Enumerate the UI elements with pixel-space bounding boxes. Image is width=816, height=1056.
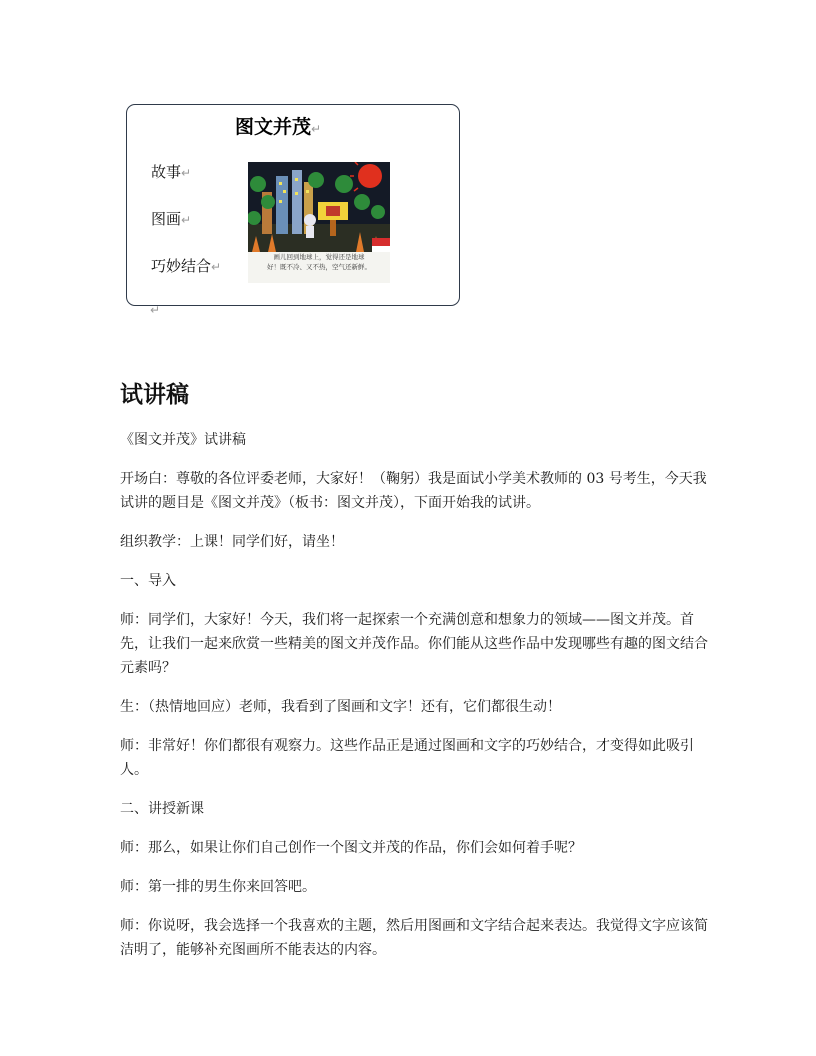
paragraph-mark: ↵ [211,260,222,274]
paragraph: 师：同学们，大家好！今天，我们将一起探索一个充满创意和想象力的领域——图文并茂。首先，让我们一起来欣赏一些精美的图文并茂作品。你们能从这些作品中发现哪些有趣的图文结合元素吗？ [120,612,708,676]
document-heading: 试讲稿 [120,382,189,408]
paragraph: 组织教学：上课！同学们好，请坐！ [120,534,344,550]
paragraph: 开场白：尊敬的各位评委老师，大家好！（鞠躬）我是面试小学美术教师的 03 号考生，今天我试讲的题目是《图文并茂》（板书：图文并茂），下面开始我的试讲。 [120,471,707,511]
children-artwork-image [248,162,390,283]
board-item-drawing: 图画↵ [151,210,192,228]
paragraph-mark: ↵ [150,303,161,317]
paragraph-mark: ↵ [311,122,322,136]
board-item-combination: 巧妙结合↵ [151,257,222,275]
paragraph: 二、讲授新课 [120,801,204,817]
blackboard-design-box [126,104,460,306]
paragraph: 师：非常好！你们都很有观察力。这些作品正是通过图画和文字的巧妙结合，才变得如此吸引人。 [120,738,694,778]
paragraph: 生：（热情地回应）老师，我看到了图画和文字！还有，它们都很生动！ [120,699,561,715]
board-title: 图文并茂↵ [235,116,322,138]
paragraph: 师：那么，如果让你们自己创作一个图文并茂的作品，你们会如何着手呢？ [120,840,582,856]
paragraph: 一、导入 [120,573,176,589]
board-item-story: 故事↵ [151,163,192,181]
paragraph: 师：你说呀，我会选择一个我喜欢的主题，然后用图画和文字结合起来表达。我觉得文字应该简洁明了，能够补充图画所不能表达的内容。 [120,918,708,958]
paragraph-mark: ↵ [181,166,192,180]
document-body [120,428,710,977]
paragraph: 《图文并茂》试讲稿 [120,432,246,448]
artwork-drawing [248,162,390,252]
paragraph: 师：第一排的男生你来回答吧。 [120,879,316,895]
artwork-caption: 画儿回到地球上，觉得还是地球 好！既不冷、又不热，空气还新鲜。 [267,253,371,271]
paragraph-mark: ↵ [181,213,192,227]
